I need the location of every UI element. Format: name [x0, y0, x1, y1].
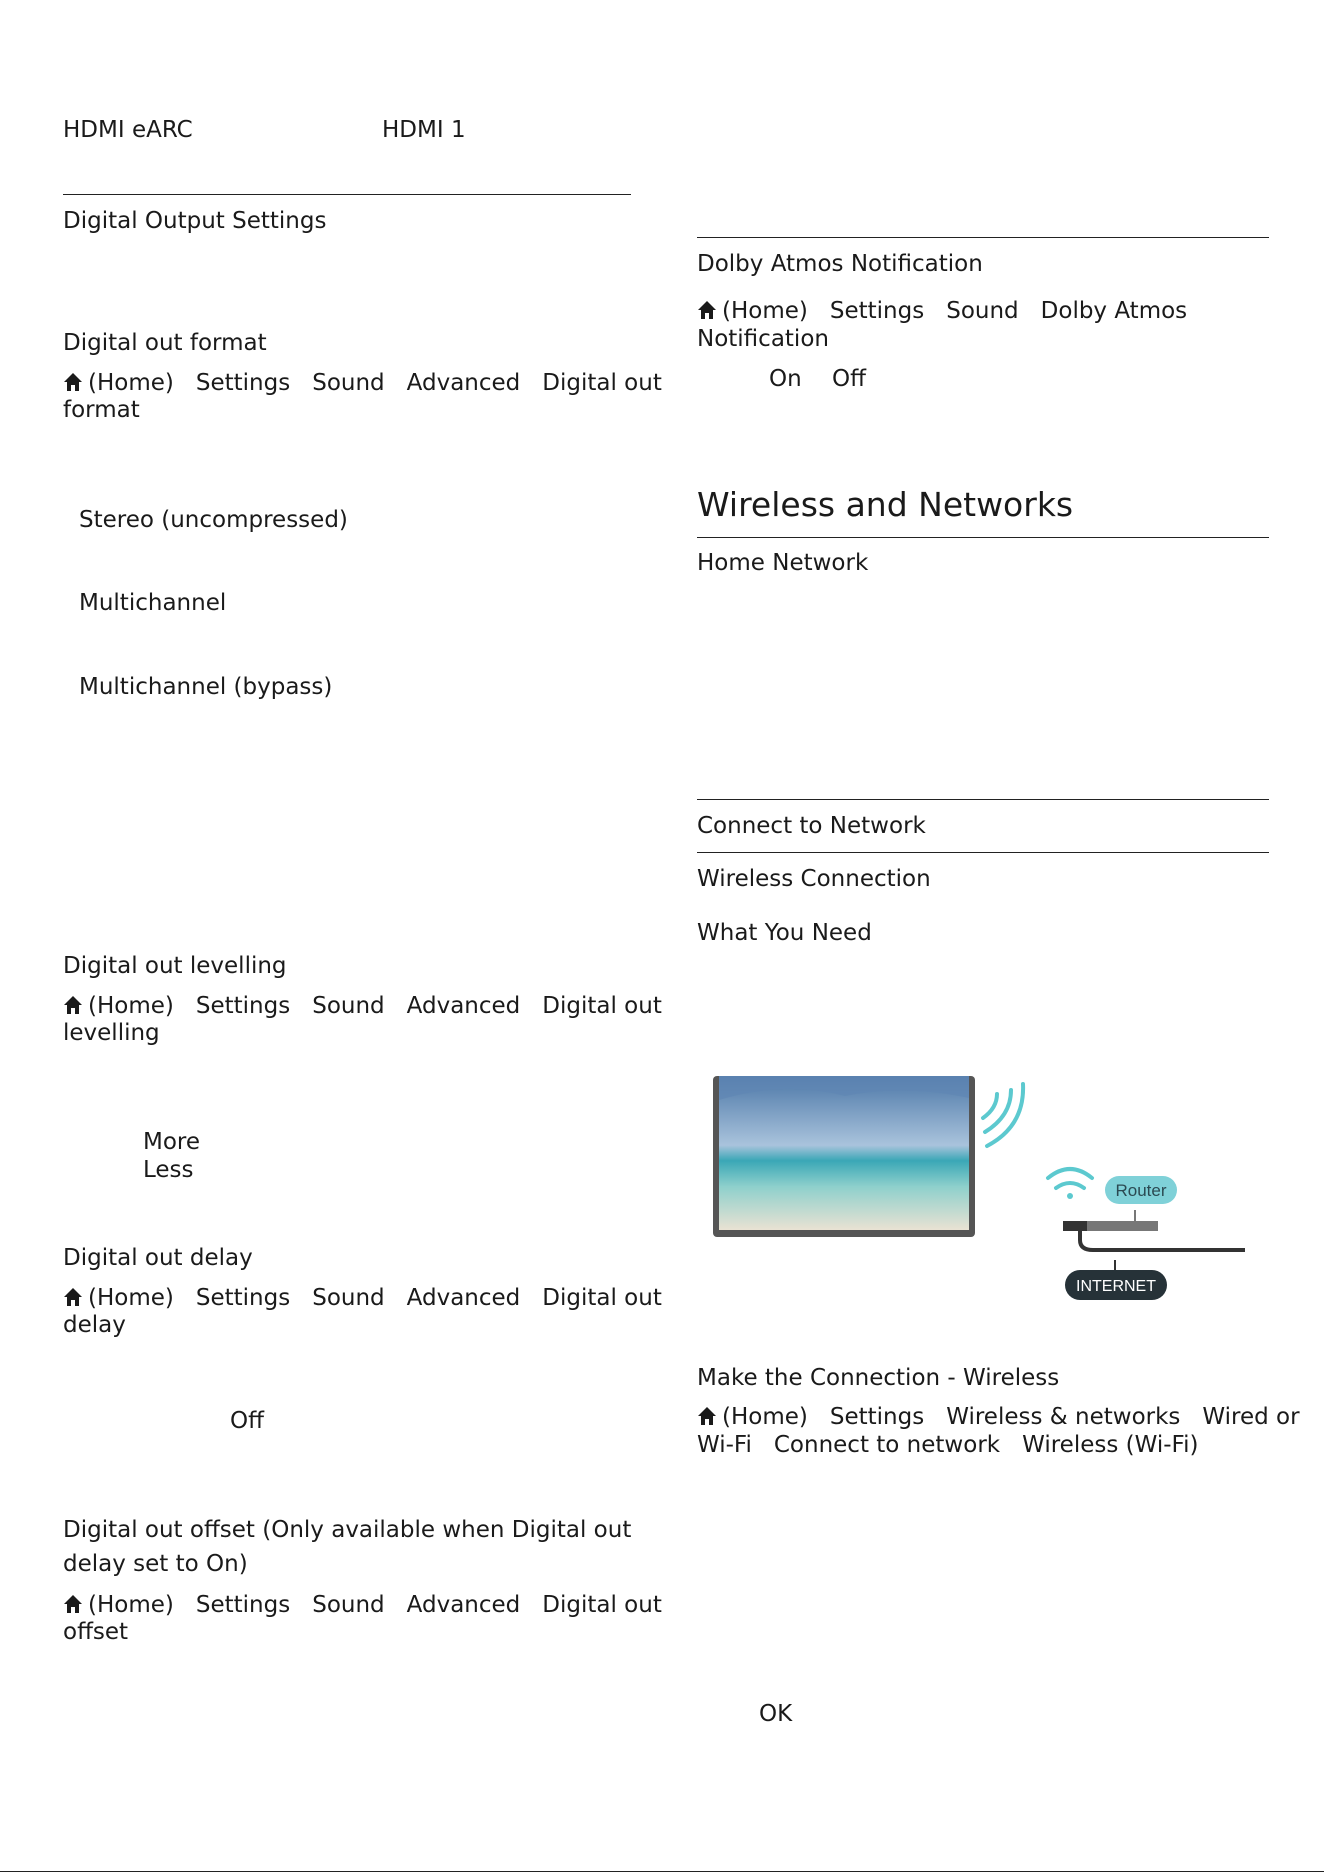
router-icon — [1063, 1210, 1245, 1272]
dolby-breadcrumb-tail: Notification — [697, 326, 829, 352]
crumb: Sound — [312, 1592, 385, 1618]
dolby-breadcrumb — [697, 297, 1187, 325]
dolby-on: On — [769, 366, 802, 392]
divider — [697, 799, 1269, 800]
crumb: Settings — [195, 993, 291, 1019]
dolby-off: Off — [832, 366, 866, 392]
crumb: Digital out — [542, 993, 662, 1019]
divider — [697, 852, 1269, 853]
connect-to-network-title: Connect to Network — [697, 813, 926, 839]
digital-out-format-title: Digital out format — [63, 330, 267, 356]
option-multichannel-bypass: Multichannel (bypass) — [79, 674, 333, 700]
home-network-title: Home Network — [697, 550, 869, 576]
crumb: (Home) — [722, 1404, 808, 1430]
home-icon — [63, 372, 83, 392]
crumb: Digital out — [542, 370, 662, 396]
digital-out-offset-title-line2: delay set to On) — [63, 1551, 248, 1577]
make-connection-title: Make the Connection - Wireless — [697, 1365, 1060, 1391]
crumb: (Home) — [88, 993, 174, 1019]
digital-output-settings-heading: Digital Output Settings — [63, 208, 327, 234]
home-icon — [697, 1406, 717, 1426]
crumb: Wireless (Wi-Fi) — [1022, 1432, 1199, 1458]
hdmi-earc-label: HDMI eARC — [63, 117, 193, 143]
crumb: Advanced — [406, 370, 521, 396]
delay-off: Off — [230, 1408, 264, 1434]
digital-out-offset-breadcrumb-tail: offset — [63, 1619, 129, 1645]
crumb: Sound — [946, 298, 1019, 324]
digital-out-offset-title-line1: Digital out offset (Only available when Digital out — [63, 1517, 632, 1543]
crumb: Sound — [312, 370, 385, 396]
digital-out-format-breadcrumb — [63, 369, 662, 397]
crumb: (Home) — [88, 1285, 174, 1311]
digital-out-levelling-breadcrumb-tail: levelling — [63, 1020, 160, 1046]
crumb: (Home) — [722, 298, 808, 324]
crumb: Wi-Fi — [697, 1432, 752, 1458]
home-icon — [697, 300, 717, 320]
digital-out-delay-breadcrumb-tail: delay — [63, 1312, 126, 1338]
crumb: Connect to network — [773, 1432, 1001, 1458]
wireless-networks-heading: Wireless and Networks — [697, 485, 1074, 524]
crumb: Dolby Atmos — [1040, 298, 1188, 324]
crumb: Wired or — [1202, 1404, 1300, 1430]
crumb: (Home) — [88, 1592, 174, 1618]
router-label: Router — [1115, 1181, 1167, 1200]
wifi-icon — [983, 1084, 1023, 1146]
router-wifi-icon — [1048, 1169, 1092, 1199]
levelling-more: More — [143, 1129, 201, 1155]
crumb: Advanced — [406, 993, 521, 1019]
what-you-need-title: What You Need — [697, 920, 872, 946]
crumb: Digital out — [542, 1285, 662, 1311]
crumb: Sound — [312, 993, 385, 1019]
make-connection-breadcrumb-line1 — [697, 1403, 1300, 1431]
digital-out-delay-breadcrumb — [63, 1284, 662, 1312]
crumb: Settings — [195, 1592, 291, 1618]
home-icon — [63, 995, 83, 1015]
divider — [63, 194, 631, 195]
divider — [697, 237, 1269, 238]
crumb: Wireless & networks — [946, 1404, 1181, 1430]
divider — [697, 537, 1269, 538]
home-icon — [63, 1287, 83, 1307]
hdmi-1-label: HDMI 1 — [382, 117, 466, 143]
internet-label: INTERNET — [1076, 1278, 1156, 1295]
crumb: Settings — [195, 1285, 291, 1311]
crumb: Digital out — [542, 1592, 662, 1618]
tv-icon — [713, 1076, 975, 1237]
crumb: Settings — [195, 370, 291, 396]
home-icon — [63, 1594, 83, 1614]
option-multichannel: Multichannel — [79, 590, 227, 616]
digital-out-levelling-breadcrumb — [63, 992, 662, 1020]
crumb: Sound — [312, 1285, 385, 1311]
wireless-connection-title: Wireless Connection — [697, 866, 931, 892]
crumb: Advanced — [406, 1285, 521, 1311]
option-stereo: Stereo (uncompressed) — [79, 507, 348, 533]
wireless-connection-diagram — [705, 1070, 1265, 1320]
crumb: Settings — [829, 298, 925, 324]
digital-out-delay-title: Digital out delay — [63, 1245, 253, 1271]
digital-out-offset-breadcrumb — [63, 1591, 662, 1619]
digital-out-format-breadcrumb-tail: format — [63, 397, 140, 423]
crumb: (Home) — [88, 370, 174, 396]
crumb: Settings — [829, 1404, 925, 1430]
ok-label: OK — [759, 1701, 793, 1727]
dolby-atmos-notification-title: Dolby Atmos Notification — [697, 251, 983, 277]
crumb: Advanced — [406, 1592, 521, 1618]
digital-out-levelling-title: Digital out levelling — [63, 953, 287, 979]
make-connection-breadcrumb-line2 — [697, 1431, 1198, 1459]
levelling-less: Less — [143, 1157, 194, 1183]
